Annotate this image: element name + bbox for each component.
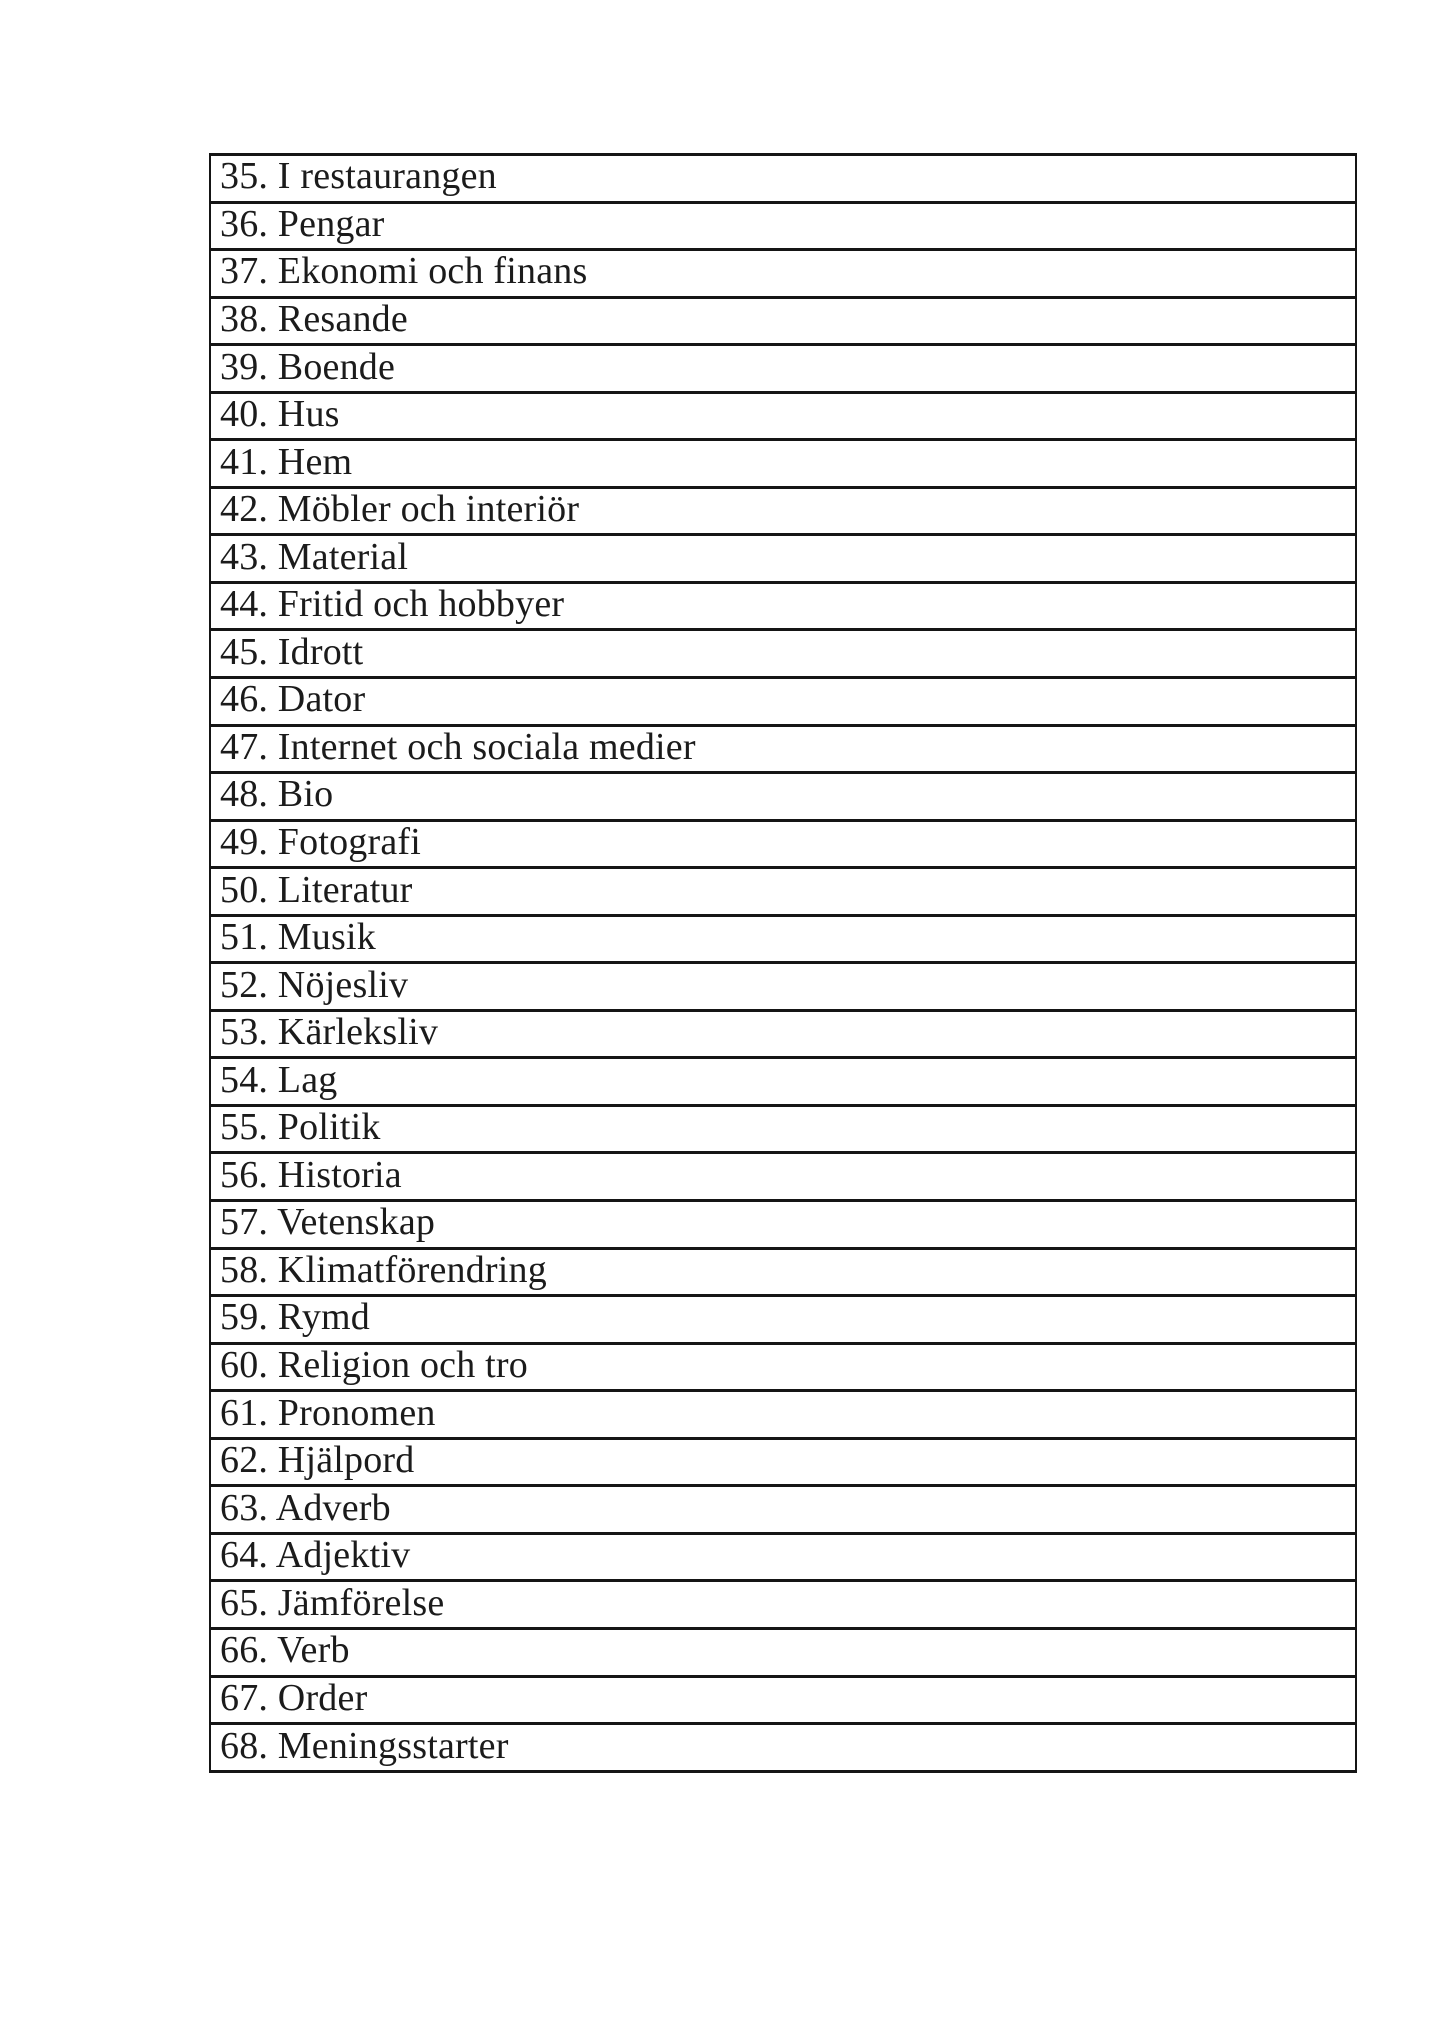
table-row [210,1628,1356,1676]
toc-entry: 41. Hem [210,440,1356,488]
table-row [210,963,1356,1011]
table-row [210,1105,1356,1153]
table-row [210,678,1356,726]
table-row [210,440,1356,488]
table-row [210,915,1356,963]
toc-entry: 44. Fritid och hobbyer [210,582,1356,630]
toc-entry: 35. I restaurangen [210,155,1356,203]
toc-entry: 60. Religion och tro [210,1343,1356,1391]
table-row [210,1296,1356,1344]
table-row [210,1153,1356,1201]
table-row [210,250,1356,298]
toc-entry: 43. Material [210,535,1356,583]
table-row [210,1438,1356,1486]
table-row [210,1533,1356,1581]
table-row [210,1724,1356,1772]
toc-entry: 61. Pronomen [210,1391,1356,1439]
toc-entry: 39. Boende [210,345,1356,393]
toc-entry: 64. Adjektiv [210,1533,1356,1581]
table-row [210,820,1356,868]
table-row [210,1201,1356,1249]
table-row [210,297,1356,345]
toc-entry: 46. Dator [210,678,1356,726]
toc-entry: 47. Internet och sociala medier [210,725,1356,773]
toc-entry: 67. Order [210,1676,1356,1724]
toc-entry: 37. Ekonomi och finans [210,250,1356,298]
table-row [210,1486,1356,1534]
toc-entry: 56. Historia [210,1153,1356,1201]
table-row [210,725,1356,773]
toc-entry: 59. Rymd [210,1296,1356,1344]
toc-entry: 49. Fotografi [210,820,1356,868]
toc-entry: 53. Kärleksliv [210,1010,1356,1058]
toc-entry: 52. Nöjesliv [210,963,1356,1011]
toc-entry: 38. Resande [210,297,1356,345]
table-row [210,773,1356,821]
table-row [210,1010,1356,1058]
contents-table [209,153,1357,1773]
toc-entry: 63. Adverb [210,1486,1356,1534]
table-row [210,155,1356,203]
table-row [210,1676,1356,1724]
toc-entry: 68. Meningsstarter [210,1724,1356,1772]
table-row [210,345,1356,393]
table-row [210,868,1356,916]
toc-entry: 57. Vetenskap [210,1201,1356,1249]
toc-entry: 54. Lag [210,1058,1356,1106]
toc-entry: 48. Bio [210,773,1356,821]
toc-entry: 62. Hjälpord [210,1438,1356,1486]
table-row [210,1343,1356,1391]
toc-entry: 45. Idrott [210,630,1356,678]
table-row [210,1058,1356,1106]
table-row [210,1581,1356,1629]
table-row [210,630,1356,678]
toc-entry: 36. Pengar [210,202,1356,250]
table-row [210,487,1356,535]
table-row [210,202,1356,250]
toc-entry: 42. Möbler och interiör [210,487,1356,535]
table-row [210,1391,1356,1439]
toc-entry: 40. Hus [210,392,1356,440]
table-row [210,392,1356,440]
toc-entry: 65. Jämförelse [210,1581,1356,1629]
table-row [210,535,1356,583]
table-row [210,1248,1356,1296]
toc-entry: 51. Musik [210,915,1356,963]
toc-entry: 55. Politik [210,1105,1356,1153]
toc-entry: 66. Verb [210,1628,1356,1676]
table-row [210,582,1356,630]
toc-entry: 50. Literatur [210,868,1356,916]
toc-entry: 58. Klimatförendring [210,1248,1356,1296]
